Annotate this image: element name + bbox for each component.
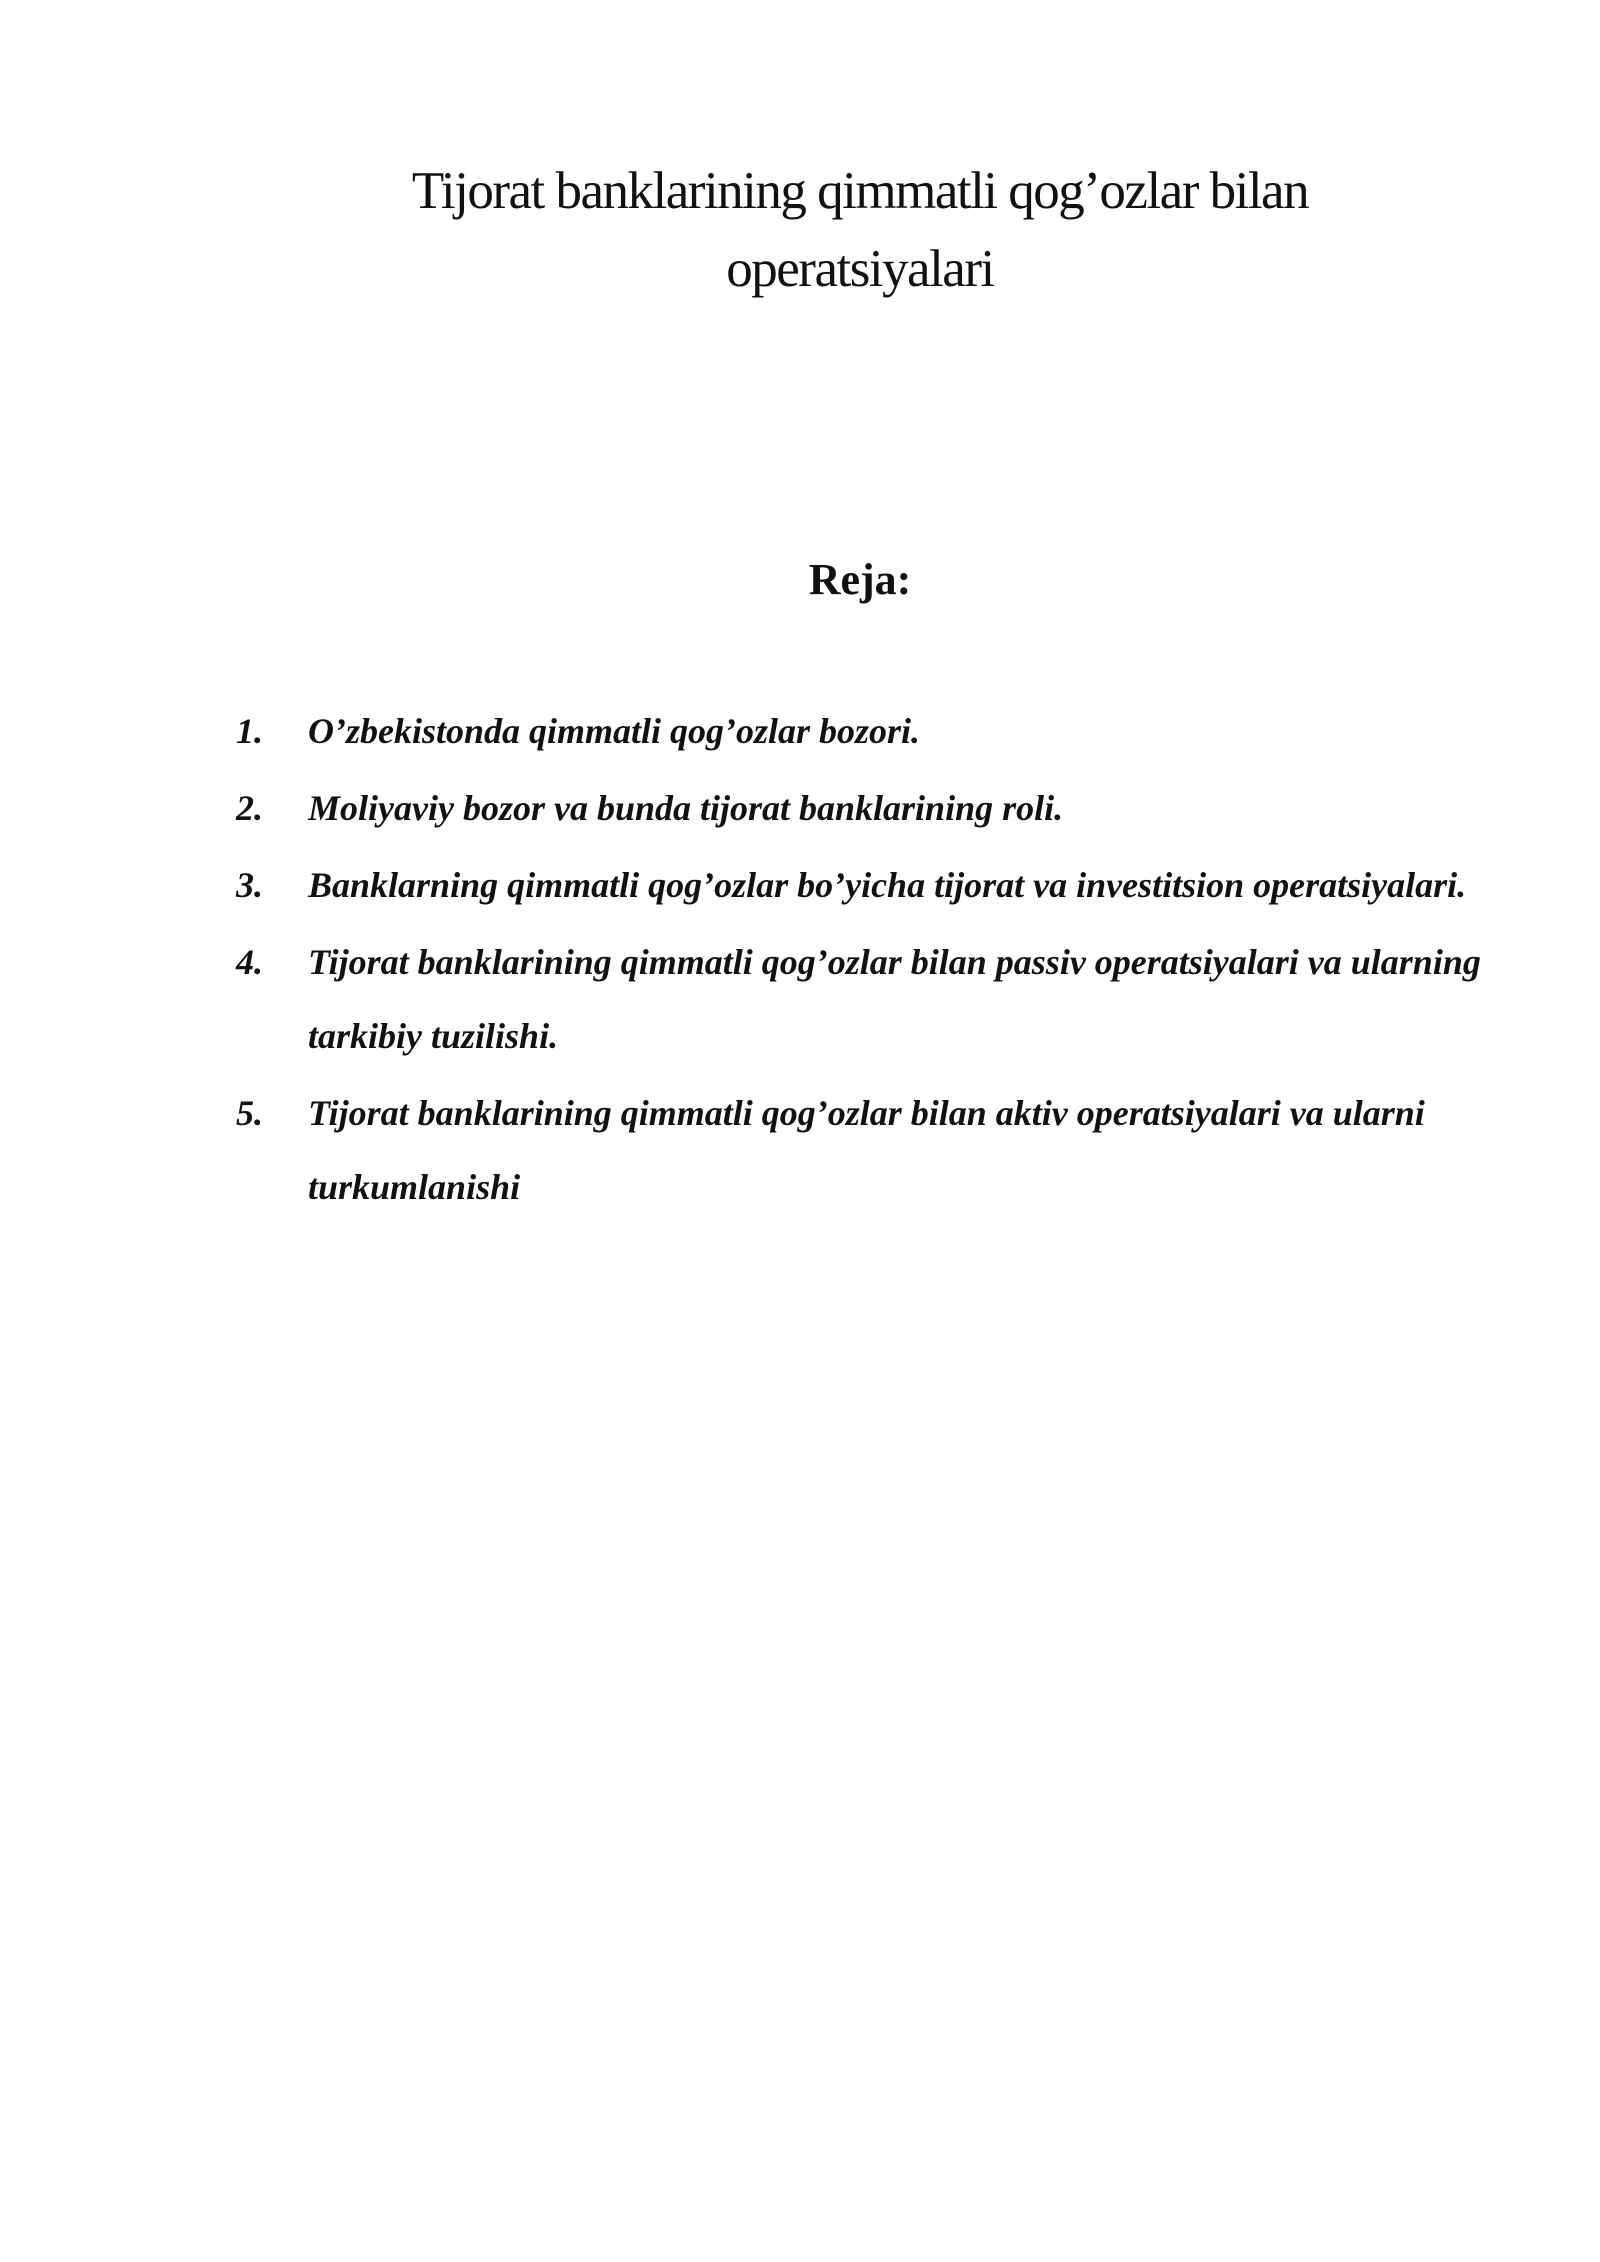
plan-item-number: 2. bbox=[236, 788, 263, 828]
plan-item-number: 5. bbox=[236, 1093, 263, 1133]
plan-heading: Reja: bbox=[808, 555, 912, 604]
plan-item-text: Banklarning qimmatli qog’ozlar bo’yicha tijorat va investitsion operatsiyalari. bbox=[308, 865, 1467, 905]
plan-item-5 bbox=[236, 1076, 1536, 1224]
plan-item-text: O’zbekistonda qimmatli qog’ozlar bozori. bbox=[308, 711, 921, 751]
plan-item-2 bbox=[236, 771, 1536, 845]
plan-item-number: 3. bbox=[236, 865, 263, 905]
plan-item-text: Moliyaviy bozor va bunda tijorat banklarining roli. bbox=[308, 788, 1064, 828]
plan-item-number: 1. bbox=[236, 711, 263, 751]
plan-item-text: Tijorat banklarining qimmatli qog’ozlar bilan aktiv operatsiyalari va ularni turkumlanishi bbox=[308, 1093, 1425, 1207]
plan-item-text: Tijorat banklarining qimmatli qog’ozlar bilan passiv operatsiyalari va ularning tarkibiy tuzilishi. bbox=[308, 942, 1481, 1056]
document-title: Tijorat banklarining qimmatli qog’ozlar bilan operatsiyalari bbox=[411, 162, 1309, 298]
plan-item-4 bbox=[236, 925, 1536, 1073]
plan-item-number: 4. bbox=[236, 942, 263, 982]
plan-list bbox=[236, 694, 1536, 1227]
plan-item-3 bbox=[236, 848, 1536, 922]
plan-item-1 bbox=[236, 694, 1536, 768]
